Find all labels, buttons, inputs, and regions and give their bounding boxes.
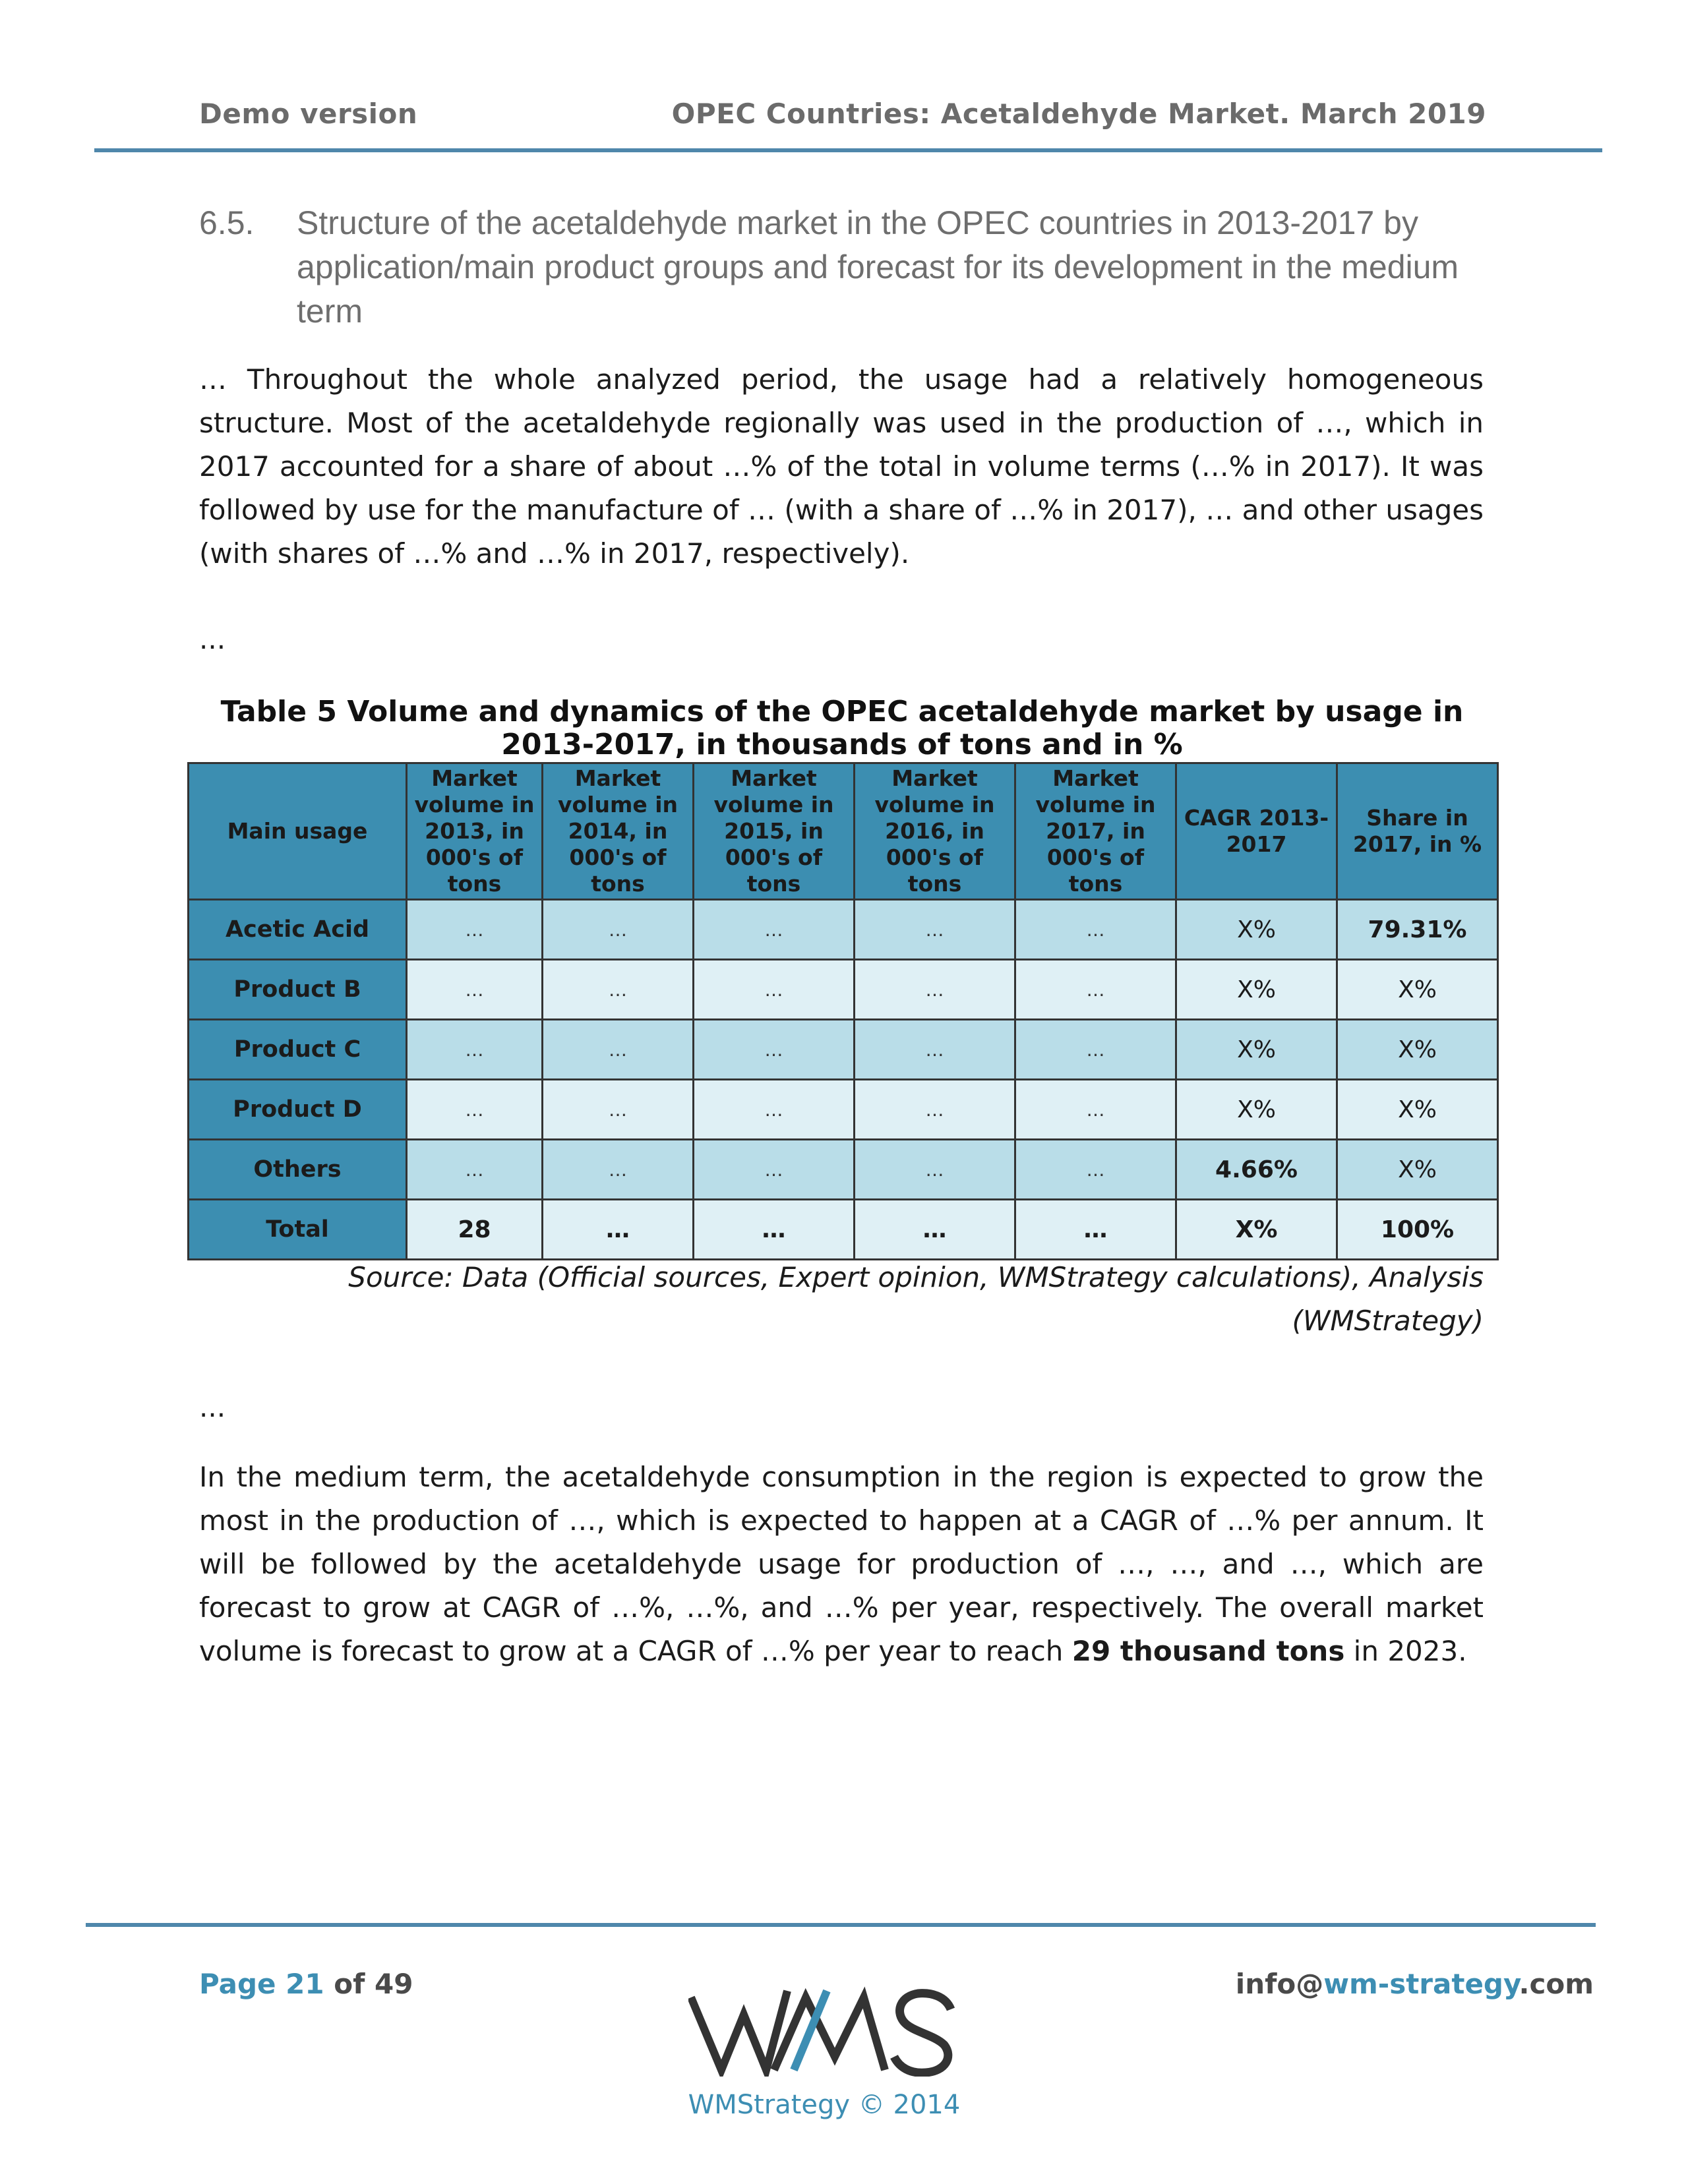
table-cell: … (407, 900, 543, 960)
table-cell: X% (1337, 960, 1498, 1020)
table-cell: 79.31% (1337, 900, 1498, 960)
row-label: Others (189, 1140, 407, 1200)
table-cell: … (1015, 1140, 1176, 1200)
table-cell: … (543, 1020, 694, 1080)
header-volume-2013: Market volume in 2013, in 000's of tons (407, 763, 543, 900)
page-indicator (199, 1968, 413, 2000)
email-tld: .com (1519, 1968, 1594, 2000)
table-cell: … (694, 960, 855, 1020)
table-cell: … (1015, 1200, 1176, 1260)
table-cell: … (1015, 1020, 1176, 1080)
table-cell: … (543, 1080, 694, 1140)
table-cell: 100% (1337, 1200, 1498, 1260)
table-cell: X% (1176, 1020, 1337, 1080)
table-cell: … (855, 960, 1015, 1020)
table-cell: … (694, 1200, 855, 1260)
table-cell: X% (1337, 1080, 1498, 1140)
section-number: 6.5. (199, 204, 255, 241)
table-cell: … (855, 1200, 1015, 1260)
table-source: Source: Data (Official sources, Expert opinion, WMStrategy calculations), Analysis (WMStrategy) (348, 1261, 1484, 1337)
footer-divider (86, 1923, 1596, 1927)
table-cell: X% (1176, 1080, 1337, 1140)
table-cell: … (855, 1140, 1015, 1200)
row-label: Acetic Acid (189, 900, 407, 960)
table-cell: … (543, 900, 694, 960)
table-row (189, 1140, 1498, 1200)
row-label: Product B (189, 960, 407, 1020)
header-volume-2015: Market volume in 2015, in 000's of tons (694, 763, 855, 900)
header-cagr: CAGR 2013-2017 (1176, 763, 1337, 900)
header-divider (94, 148, 1602, 152)
table-cell: … (407, 960, 543, 1020)
market-table (187, 762, 1499, 1260)
table-cell: X% (1176, 1200, 1337, 1260)
table-caption: Table 5 Volume and dynamics of the OPEC acetaldehyde market by usage in 2013-2017, in thousands of tons and in % (220, 695, 1464, 761)
table-cell: 28 (407, 1200, 543, 1260)
table-cell: … (543, 960, 694, 1020)
email-user: info@ (1235, 1968, 1324, 2000)
ellipsis-1: ... (199, 623, 226, 655)
contact-email[interactable] (1236, 1968, 1594, 2000)
table-cell: … (407, 1020, 543, 1080)
ellipsis-2: ... (199, 1391, 226, 1423)
table-total-row (189, 1200, 1498, 1260)
header-volume-2014: Market volume in 2014, in 000's of tons (543, 763, 694, 900)
header-volume-2017: Market volume in 2017, in 000's of tons (1015, 763, 1176, 900)
paragraph-intro: … Throughout the whole analyzed period, the usage had a relatively homogeneous structure. Most of the acetaldehyde regionally was used in the production of …, which in 2017 accounted for a share of about …% of the total in volume terms (…% in 2017). It was followed by use for the manufacture of … (with a share of …% in 2017), … and other usages (with shares of …% and …% in 2017, respectively). (199, 363, 1484, 570)
row-label: Product D (189, 1080, 407, 1140)
table-cell: X% (1176, 960, 1337, 1020)
table-row (189, 1020, 1498, 1080)
wms-logo-icon (688, 1978, 956, 2077)
header-left: Demo version (199, 98, 418, 130)
table-row (189, 900, 1498, 960)
forecast-year: in 2023. (1344, 1635, 1467, 1667)
page-total: of 49 (334, 1968, 413, 2000)
table-cell: X% (1337, 1020, 1498, 1080)
forecast-volume: 29 thousand tons (1071, 1635, 1345, 1667)
table-cell: … (694, 1140, 855, 1200)
table-row (189, 960, 1498, 1020)
logo-caption: WMStrategy © 2014 (688, 2090, 961, 2120)
table-cell: … (1015, 960, 1176, 1020)
table-cell: … (694, 1080, 855, 1140)
table-cell: … (855, 900, 1015, 960)
table-cell: X% (1337, 1140, 1498, 1200)
header-volume-2016: Market volume in 2016, in 000's of tons (855, 763, 1015, 900)
table-cell: … (1015, 900, 1176, 960)
paragraph-forecast (199, 1456, 1484, 1673)
table-cell: … (407, 1140, 543, 1200)
section-title: Structure of the acetaldehyde market in the OPEC countries in 2013-2017 by application/main product groups and forecast for its development in the medium term (297, 204, 1459, 330)
table-cell: … (407, 1080, 543, 1140)
page-number: 21 (286, 1968, 324, 2000)
table-cell: 4.66% (1176, 1140, 1337, 1200)
table-cell: … (543, 1140, 694, 1200)
table-cell: … (855, 1080, 1015, 1140)
table-cell: X% (1176, 900, 1337, 960)
table-cell: … (855, 1020, 1015, 1080)
header-share: Share in 2017, in % (1337, 763, 1498, 900)
table-header-row (189, 763, 1498, 900)
table-cell: … (694, 1020, 855, 1080)
email-domain: wm-strategy (1323, 1968, 1519, 2000)
row-label: Product C (189, 1020, 407, 1080)
header-title: OPEC Countries: Acetaldehyde Market. March 2019 (671, 98, 1486, 130)
table-cell: … (694, 900, 855, 960)
table-cell: … (543, 1200, 694, 1260)
table-row (189, 1080, 1498, 1140)
row-label: Total (189, 1200, 407, 1260)
header-main-usage: Main usage (189, 763, 407, 900)
page-word: Page (199, 1968, 276, 2000)
table-cell: … (1015, 1080, 1176, 1140)
forecast-text: In the medium term, the acetaldehyde consumption in the region is expected to grow the most in the production of …, which is expected to happen at a CAGR of …% per annum. It will be followed by the acetaldehyde usage for production of …, …, and …, which are forecast to grow at CAGR of …%, …%, and …% per year, respectively. The overall market volume is forecast to grow at a CAGR of …% per year to reach (199, 1461, 1484, 1667)
